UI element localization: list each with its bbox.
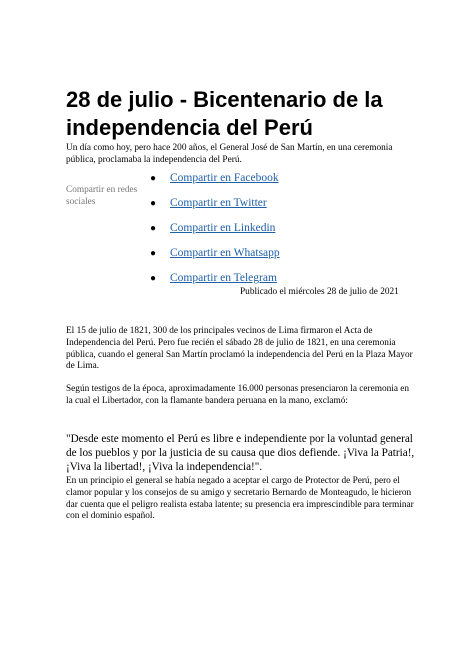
quote-paragraph: "Desde este momento el Perú es libre e independiente por la voluntad general de los pueblos y por la justicia de su causa que dios defiende. ¡Viva la Patria!, ¡Viva la libertad!, ¡Viva la independencia!". <box>66 433 415 474</box>
share-item-linkedin <box>150 221 280 246</box>
published-date: Publicado el miércoles 28 de julio de 2021 <box>240 287 399 297</box>
share-label: Compartir en redes sociales <box>66 185 138 207</box>
body-paragraph-2: Según testigos de la época, aproximadamente 16.000 personas presenciaron la ceremonia en la cual el Libertador, con la flamante bandera peruana en la mano, exclamó: <box>66 384 410 406</box>
page-title: 28 de julio - Bicentenario de la independencia del Perú <box>66 87 383 140</box>
bullet-icon: ● <box>150 273 157 284</box>
share-item-whatsapp <box>150 246 280 271</box>
bullet-icon: ● <box>150 248 157 259</box>
body-paragraph-3: En un principio el general se había negado a aceptar el cargo de Protector de Perú, pero el clamor popular y los consejos de su amigo y secretario Bernardo de Monteagudo, le hicieron dar cuenta que el peligro realista estaba latente; su presencia era imprescindible para terminar con el dominio español. <box>66 476 414 522</box>
intro-paragraph: Un día como hoy, pero hace 200 años, el General José de San Martín, en una ceremonia pública, proclamaba la independencia del Perú. <box>66 143 393 165</box>
share-item-twitter <box>150 196 280 221</box>
share-linkedin-link[interactable]: Compartir en Linkedin <box>170 222 276 234</box>
share-facebook-link[interactable]: Compartir en Facebook <box>170 172 279 184</box>
share-telegram-link[interactable]: Compartir en Telegram <box>170 272 277 284</box>
bullet-icon: ● <box>150 173 157 184</box>
share-twitter-link[interactable]: Compartir en Twitter <box>170 197 267 209</box>
bullet-icon: ● <box>150 223 157 234</box>
share-item-facebook <box>150 171 280 196</box>
bullet-icon: ● <box>150 198 157 209</box>
share-list <box>150 171 280 296</box>
body-paragraph-1: El 15 de julio de 1821, 300 de los principales vecinos de Lima firmaron el Acta de Independencia del Perú. Pero fue recién el sábado 28 de julio de 1821, en una ceremonia pública, cuando el general San Martín proclamó la independencia del Perú en la Plaza Mayor de Lima. <box>66 326 413 372</box>
share-whatsapp-link[interactable]: Compartir en Whatsapp <box>170 247 280 259</box>
